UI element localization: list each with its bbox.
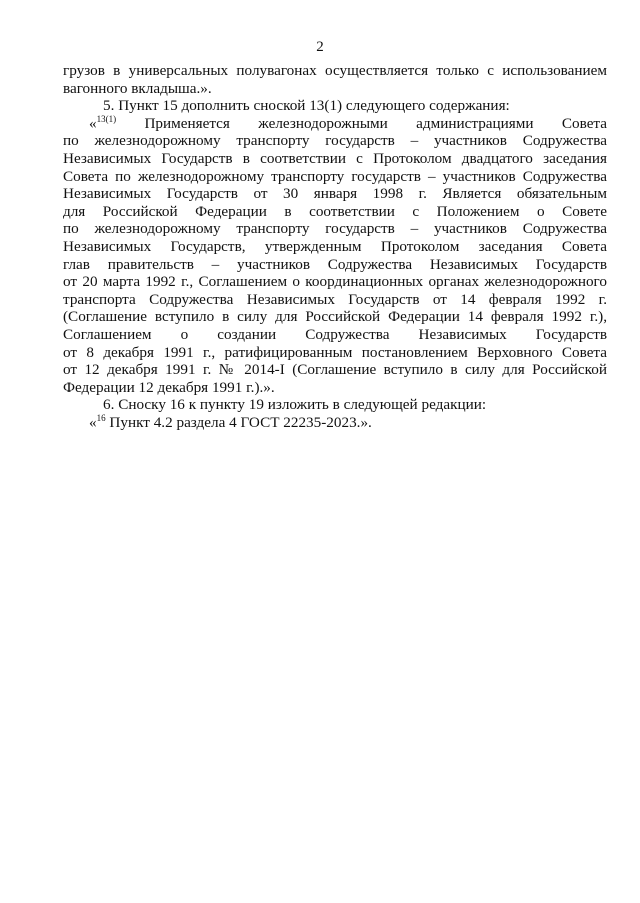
text-line: транспорта Содружества Независимых Государств от 14 февраля 1992 г. xyxy=(63,290,607,308)
text-line: Независимых Государств в соответствии с Протоколом двадцатого заседания xyxy=(63,149,607,167)
text-line: для Российской Федерации в соответствии с Положением о Совете xyxy=(63,202,607,220)
text-line: Соглашением о создании Содружества Независимых Государств xyxy=(63,325,607,343)
text-line: Совета по железнодорожному транспорту государств – участников Содружества xyxy=(63,167,607,185)
open-quote: « xyxy=(89,114,97,132)
text-line: Федерации 12 декабря 1991 г.).». xyxy=(63,378,275,396)
paragraph-6: 6. Сноску 16 к пункту 19 изложить в следующей редакции: xyxy=(103,396,487,414)
text-line: от 8 декабря 1991 г., ратифицированным постановлением Верховного Совета xyxy=(63,343,607,361)
text-line: вагонного вкладыша.». xyxy=(63,79,212,97)
paragraph-5: 5. Пункт 15 дополнить сноской 13(1) следующего содержания: xyxy=(103,97,510,115)
footnote-16-text xyxy=(63,414,607,432)
footnote-marker-16: 16 xyxy=(96,412,106,423)
text-line: по железнодорожному транспорту государств – участников Содружества xyxy=(63,132,607,150)
text-line: Применяется железнодорожными администрациями Совета xyxy=(144,114,607,132)
document-body xyxy=(63,62,607,431)
footnote-marker-13-1: 13(1) xyxy=(96,114,117,124)
text-line: Независимых Государств, утвержденным Протоколом заседания Совета xyxy=(63,237,607,255)
text-line: (Соглашение вступило в силу для Российской Федерации 14 февраля 1992 г.), xyxy=(63,308,607,326)
text-line: Пункт 4.2 раздела 4 ГОСТ 22235-2023.». xyxy=(109,413,372,431)
page-number: 2 xyxy=(316,39,324,55)
text-line: от 12 декабря 1991 г. № 2014-I (Соглашение вступило в силу для Российской xyxy=(63,361,607,379)
footnote-13-1-first-line xyxy=(63,115,607,133)
text-line: по железнодорожному транспорту государств – участников Содружества xyxy=(63,220,607,238)
text-line: грузов в универсальных полувагонах осуществляется только с использованием xyxy=(63,62,607,79)
open-quote: « xyxy=(89,413,97,431)
text-line: Независимых Государств от 30 января 1998 г. Является обязательным xyxy=(63,185,607,203)
text-line: от 20 марта 1992 г., Соглашением о координационных органах железнодорожного xyxy=(63,273,607,291)
text-line: глав правительств – участников Содружества Независимых Государств xyxy=(63,255,607,273)
